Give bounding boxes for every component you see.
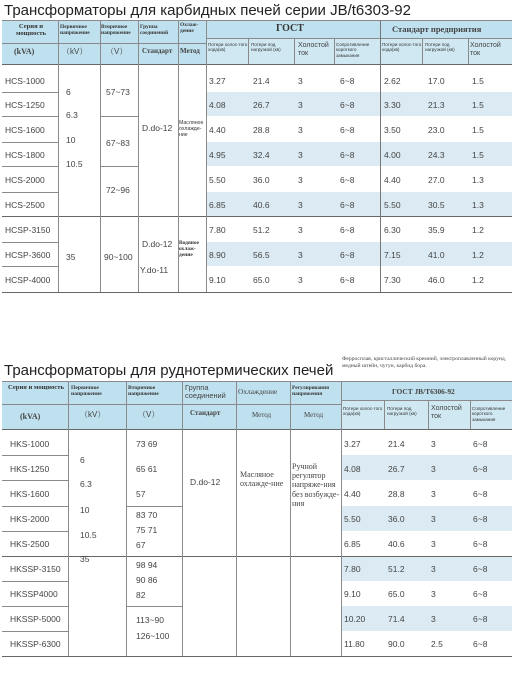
t2-h-reg: Регулирования напряжения [292, 385, 330, 398]
t2-data-cell: 5.50 [344, 514, 361, 524]
t1-h-gost: ГОСТ [276, 23, 304, 34]
t1-data-cell: 56.5 [253, 250, 270, 260]
t2-data-cell: 28.8 [388, 489, 405, 499]
t2-primary: 6 [80, 455, 85, 465]
t1-data-cell: 6~8 [340, 175, 355, 185]
t2-h-short: Сопротивление короткого замыкания [472, 406, 506, 422]
t1-secondary: 90~100 [104, 252, 133, 262]
t1-data-cell: 3 [298, 150, 303, 160]
t1-model: HCSP-4000 [5, 275, 51, 285]
t1-data-cell: 6~8 [340, 275, 355, 285]
t1-data-cell: 3 [298, 200, 303, 210]
t2-data-cell: 3 [431, 589, 436, 599]
table2-note: Ферросплав, кристаллический кремний, электроплавленный корунд, медный штейн, чугун, карбид бора. [342, 356, 507, 369]
t1-h-short: Сопротивление короткого замыкания [336, 42, 370, 58]
t1-data-cell: 4.40 [209, 125, 226, 135]
t1-data-cell: 40.6 [253, 200, 270, 210]
t2-model: HKS-1600 [10, 489, 50, 499]
t2-data-cell: 90.0 [388, 639, 405, 649]
t2-data-cell: 6~8 [473, 464, 488, 474]
t2-primary: 10.5 [80, 530, 97, 540]
t1-data-cell: 1.2 [472, 250, 484, 260]
t1-data-cell: 1.5 [472, 150, 484, 160]
t1-data-cell: 5.50 [209, 175, 226, 185]
t1-secondary: 57~73 [106, 87, 130, 97]
t2-h-primary: Первичное напряжение [71, 385, 102, 398]
t2-data-cell: 6~8 [473, 589, 488, 599]
t2-h-load: Потери под нагрузкой (кв) [387, 406, 417, 417]
t2-data-cell: 65.0 [388, 589, 405, 599]
t2-primary: 10 [80, 505, 90, 515]
t2-h-method: Метод [252, 411, 272, 419]
t1-data-cell: 6~8 [340, 100, 355, 110]
t1-h-kv: （kV） [62, 47, 88, 56]
t2-data-cell: 3 [431, 614, 436, 624]
t1-data-cell: 17.0 [428, 76, 445, 86]
t2-secondary: 83 70 [136, 510, 158, 520]
t2-data-cell: 2.5 [431, 639, 443, 649]
t2-data-cell: 6.85 [344, 539, 361, 549]
t2-secondary: 67 [136, 540, 146, 550]
t1-data-cell: 4.95 [209, 150, 226, 160]
t2-h-cooling: Охлаждение [238, 387, 278, 396]
t2-model: HKS-1250 [10, 464, 50, 474]
t1-data-cell: 41.0 [428, 250, 445, 260]
t1-data-cell: 21.4 [253, 76, 270, 86]
t1-data-cell: 3 [298, 125, 303, 135]
t2-model: HKSSP-3150 [10, 564, 61, 574]
t1-data-cell: 3 [298, 175, 303, 185]
t2-secondary: 126~100 [136, 631, 170, 641]
t1-primary: 10.5 [66, 159, 83, 169]
t2-secondary: 75 71 [136, 525, 158, 535]
t1-data-cell: 51.2 [253, 225, 270, 235]
t1-data-cell: 6~8 [340, 225, 355, 235]
t1-h-noload2: Потери холос-того хода(кв) [382, 42, 422, 53]
t2-data-cell: 71.4 [388, 614, 405, 624]
t2-model: HKSSP4000 [10, 589, 58, 599]
t1-data-cell: 1.2 [472, 225, 484, 235]
t2-secondary: 90 86 [136, 575, 158, 585]
t2-secondary: 98 94 [136, 560, 158, 570]
t2-h-kv: （kV） [80, 410, 106, 419]
t1-h-idle2: Холостой ток [470, 42, 501, 57]
t1-group: D.do-12 [142, 239, 173, 249]
t1-data-cell: 27.0 [428, 175, 445, 185]
t1-data-cell: 5.50 [384, 200, 401, 210]
t1-data-cell: 4.08 [209, 100, 226, 110]
t2-h-noload: Потери холос-того хода(кв) [343, 406, 383, 417]
t2-data-cell: 6~8 [473, 514, 488, 524]
t2-data-cell: 4.08 [344, 464, 361, 474]
t1-data-cell: 4.00 [384, 150, 401, 160]
t1-data-cell: 1.2 [472, 275, 484, 285]
t1-data-cell: 6.85 [209, 200, 226, 210]
t1-data-cell: 6~8 [340, 250, 355, 260]
t2-data-cell: 11.80 [344, 639, 365, 649]
t1-data-cell: 4.40 [384, 175, 401, 185]
t1-primary: 6 [66, 87, 71, 97]
t1-data-cell: 2.62 [384, 76, 401, 86]
t1-primary: 10 [66, 135, 76, 145]
t2-secondary: 65 61 [136, 464, 158, 474]
t1-model: HCS-1000 [5, 76, 45, 86]
t1-model: HCS-2000 [5, 175, 45, 185]
t1-h-series: Серия и мощность [15, 23, 47, 38]
t2-data-cell: 6~8 [473, 439, 488, 449]
t2-h-idle: Холостой ток [431, 405, 462, 420]
t2-data-cell: 51.2 [388, 564, 405, 574]
t2-h-group: Группа соединений [185, 383, 226, 401]
t1-data-cell: 36.0 [253, 175, 270, 185]
t2-data-cell: 6~8 [473, 539, 488, 549]
t2-secondary: 82 [136, 590, 146, 600]
t2-group: D.do-12 [190, 477, 221, 487]
t2-data-cell: 26.7 [388, 464, 405, 474]
t1-group: Y.do-11 [140, 265, 169, 275]
t1-h-noload: Потери холос-того хода(кв) [208, 42, 248, 53]
t2-h-gost: ГОСТ JB/T6306-92 [392, 387, 455, 396]
t2-data-cell: 6~8 [473, 614, 488, 624]
t2-data-cell: 3.27 [344, 439, 361, 449]
t2-secondary: 113~90 [136, 615, 164, 625]
t1-cooling: Водяное охлаж-дение [179, 240, 199, 259]
t2-h-method2: Метод [304, 411, 324, 419]
t1-data-cell: 6~8 [340, 150, 355, 160]
t1-model: HCS-1250 [5, 100, 45, 110]
t1-data-cell: 3.30 [384, 100, 401, 110]
t2-data-cell: 36.0 [388, 514, 405, 524]
t2-data-cell: 10.20 [344, 614, 366, 624]
t1-model: HCS-2500 [5, 200, 45, 210]
t1-h-std: Стандарт [142, 47, 173, 55]
t1-data-cell: 7.15 [384, 250, 401, 260]
t1-model: HCS-1800 [5, 150, 45, 160]
t2-model: HKS-1000 [10, 439, 50, 449]
t1-h-load2: Потери под нагрузкой (кв) [425, 42, 455, 53]
t1-data-cell: 3 [298, 76, 303, 86]
t2-data-cell: 3 [431, 564, 436, 574]
t1-data-cell: 3.50 [384, 125, 401, 135]
t1-data-cell: 7.80 [209, 225, 226, 235]
t1-h-secondary: Вторичное напряжение [101, 24, 131, 37]
t1-data-cell: 32.4 [253, 150, 270, 160]
t2-model: HKSSP-5000 [10, 614, 61, 624]
t2-data-cell: 6~8 [473, 639, 488, 649]
t2-h-std: Стандарт [190, 409, 221, 417]
t2-primary: 6.3 [80, 479, 92, 489]
t2-secondary: 73 69 [136, 439, 158, 449]
t1-data-cell: 1.5 [472, 76, 484, 86]
t2-cooling: Масляное охлажде-ние [240, 470, 284, 489]
t2-data-cell: 7.80 [344, 564, 361, 574]
t1-data-cell: 30.5 [428, 200, 445, 210]
t1-data-cell: 7.30 [384, 275, 401, 285]
t2-data-cell: 3 [431, 514, 436, 524]
t2-data-cell: 9.10 [344, 589, 361, 599]
t2-model: HKS-2500 [10, 539, 50, 549]
t1-h-company: Стандарт предприятия [392, 24, 482, 34]
t1-h-method: Метод [180, 47, 200, 55]
t1-model: HCSP-3600 [5, 250, 51, 260]
t1-cooling: Масляное охлажде-ние [179, 120, 204, 138]
t2-data-cell: 4.40 [344, 489, 361, 499]
t2-data-cell: 40.6 [388, 539, 405, 549]
t2-primary: 35 [80, 554, 90, 564]
t1-h-load: Потери под нагрузкой (кв) [251, 42, 281, 53]
t2-h-kv2: （V） [138, 410, 160, 419]
t2-data-cell: 3 [431, 489, 436, 499]
t2-secondary: 57 [136, 489, 146, 499]
t2-data-cell: 3 [431, 439, 436, 449]
t2-data-cell: 3 [431, 464, 436, 474]
t2-data-cell: 6~8 [473, 489, 488, 499]
t2-h-secondary: Вторичное напряжение [128, 385, 159, 398]
t1-secondary: 72~96 [106, 185, 130, 195]
t1-h-kv2: （V） [106, 47, 128, 56]
t1-data-cell: 6~8 [340, 76, 355, 86]
t1-data-cell: 35.9 [428, 225, 445, 235]
t1-h-cooling: Охлаж-дение [180, 22, 199, 35]
t1-data-cell: 1.3 [472, 200, 484, 210]
t1-data-cell: 24.3 [428, 150, 445, 160]
t1-data-cell: 9.10 [209, 275, 226, 285]
t1-data-cell: 1.5 [472, 100, 484, 110]
table1-title: Трансформаторы для карбидных печей серии JB/t6303-92 [4, 2, 411, 19]
t1-primary: 6.3 [66, 110, 78, 120]
t1-data-cell: 3 [298, 250, 303, 260]
t2-regulation: Ручной регулятор напряже-ния без возбужде-ния [292, 462, 340, 508]
t2-model: HKS-2000 [10, 514, 50, 524]
t1-h-kva: (kVA) [14, 47, 35, 56]
t1-data-cell: 26.7 [253, 100, 270, 110]
t1-data-cell: 21.3 [428, 100, 445, 110]
t1-group: D.do-12 [142, 123, 173, 133]
t1-data-cell: 46.0 [428, 275, 445, 285]
t1-data-cell: 6~8 [340, 125, 355, 135]
t1-data-cell: 3.27 [209, 76, 226, 86]
t1-secondary: 67~83 [106, 138, 130, 148]
t2-data-cell: 3 [431, 539, 436, 549]
t1-data-cell: 6~8 [340, 200, 355, 210]
t1-data-cell: 1.3 [472, 175, 484, 185]
t1-data-cell: 3 [298, 275, 303, 285]
t1-data-cell: 3 [298, 225, 303, 235]
t1-primary: 35 [66, 252, 76, 262]
t1-data-cell: 65.0 [253, 275, 270, 285]
t2-model: HKSSP-6300 [10, 639, 61, 649]
t1-h-primary: Первичное напряжение [60, 24, 90, 37]
t1-data-cell: 1.5 [472, 125, 484, 135]
t2-data-cell: 6~8 [473, 564, 488, 574]
t1-h-idle: Холостой ток [298, 42, 329, 57]
t1-data-cell: 23.0 [428, 125, 445, 135]
t2-data-cell: 21.4 [388, 439, 405, 449]
t1-data-cell: 8.90 [209, 250, 226, 260]
table2-title: Трансформаторы для руднотермических печей [4, 362, 334, 379]
t2-h-series: Серия и мощность [8, 384, 64, 391]
t1-model: HCSP-3150 [5, 225, 51, 235]
t1-data-cell: 28.8 [253, 125, 270, 135]
t1-data-cell: 3 [298, 100, 303, 110]
t2-h-kva: (kVA) [20, 412, 41, 421]
t1-data-cell: 6.30 [384, 225, 401, 235]
t1-model: HCS-1600 [5, 125, 45, 135]
t1-h-group: Группа соединений [140, 24, 169, 37]
